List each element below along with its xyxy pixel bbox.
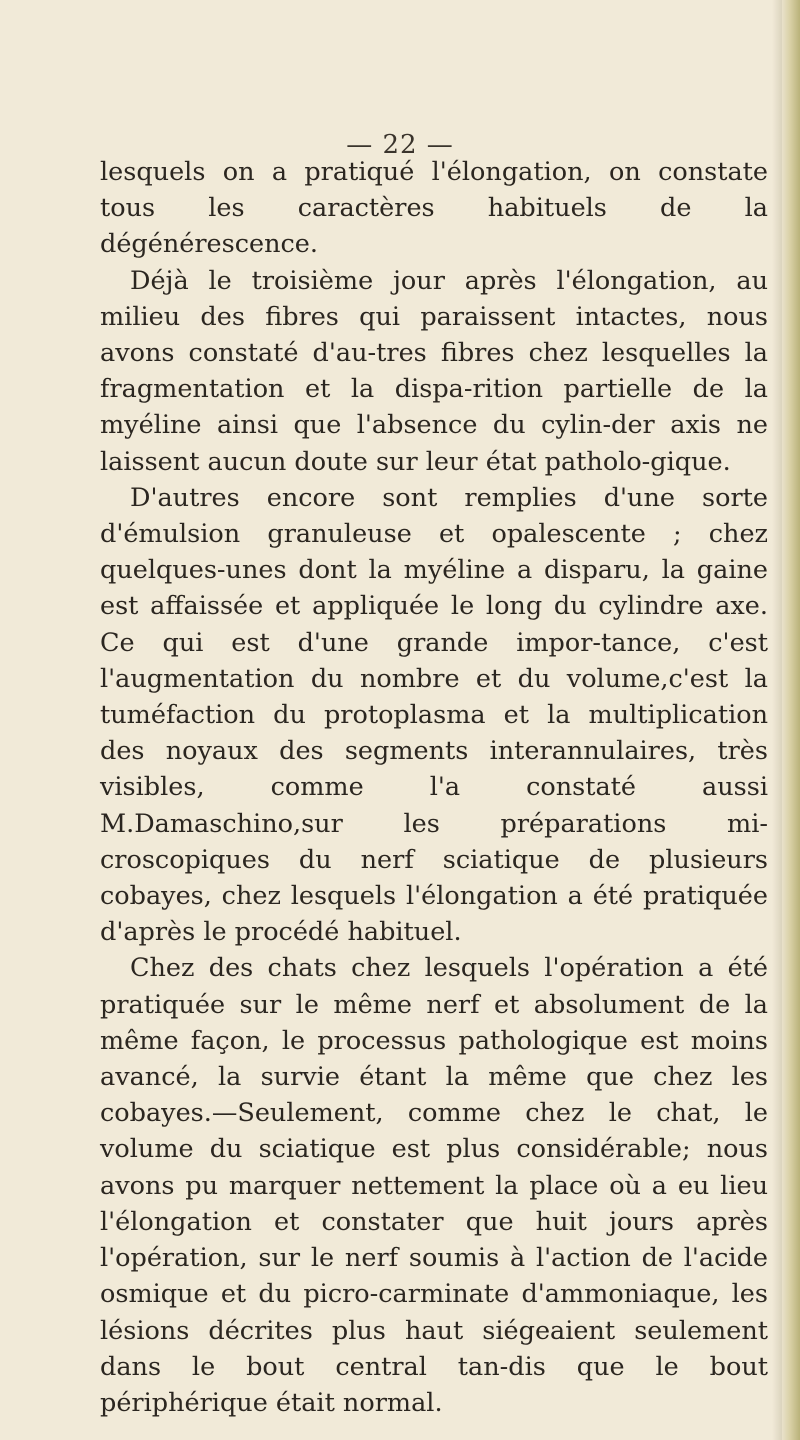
page-number: — 22 —: [346, 130, 454, 160]
body-text: [100, 154, 768, 1421]
paragraph-1: lesquels on a pratiqué l'élongation, on constate tous les caractères habituels de la dégénérescence.: [100, 157, 768, 260]
page-fold-shadow: [772, 0, 782, 1440]
page-edge: [782, 0, 800, 1440]
paragraph-4: Chez des chats chez lesquels l'opération a été pratiquée sur le même nerf et absolument de la même façon, le processus pathologique est moins avancé, la survie étant la même que chez les cobayes.—Seulement, comme chez le chat, le volume du sciatique est plus considérable; nous avons pu marquer nettement la place où a eu lieu l'élongation et constater que huit jours après l'opération, sur le nerf soumis à l'action de l'acide osmique et du picro-carminate d'ammoniaque, les lésions décrites plus haut siégeaient seulement dans le bout central tan-dis que le bout périphérique était normal.: [100, 953, 768, 1418]
paragraph-2: Déjà le troisième jour après l'élongation, au milieu des fibres qui paraissent intactes, nous avons constaté d'au-tres fibres chez lesquelles la fragmentation et la dispa-rition partielle de la myéline ainsi que l'absence du cylin-der axis ne laissent aucun doute sur leur état patholo-gique.: [100, 265, 768, 477]
paragraph-3: D'autres encore sont remplies d'une sorte d'émulsion granuleuse et opalescente ; chez quelques-unes dont la myéline a disparu, la gaine est affaissée et appliquée le long du cylindre axe. Ce qui est d'une grande impor-tance, c'est l'augmentation du nombre et du volume,c'est la tuméfaction du protoplasma et la multiplication des noyaux des segments interannulaires, très visibles, comme l'a constaté aussi M.Damaschino,sur les préparations mi-croscopiques du nerf sciatique de plusieurs cobayes, chez lesquels l'élongation a été pratiquée d'après le procédé habituel.: [100, 482, 768, 948]
